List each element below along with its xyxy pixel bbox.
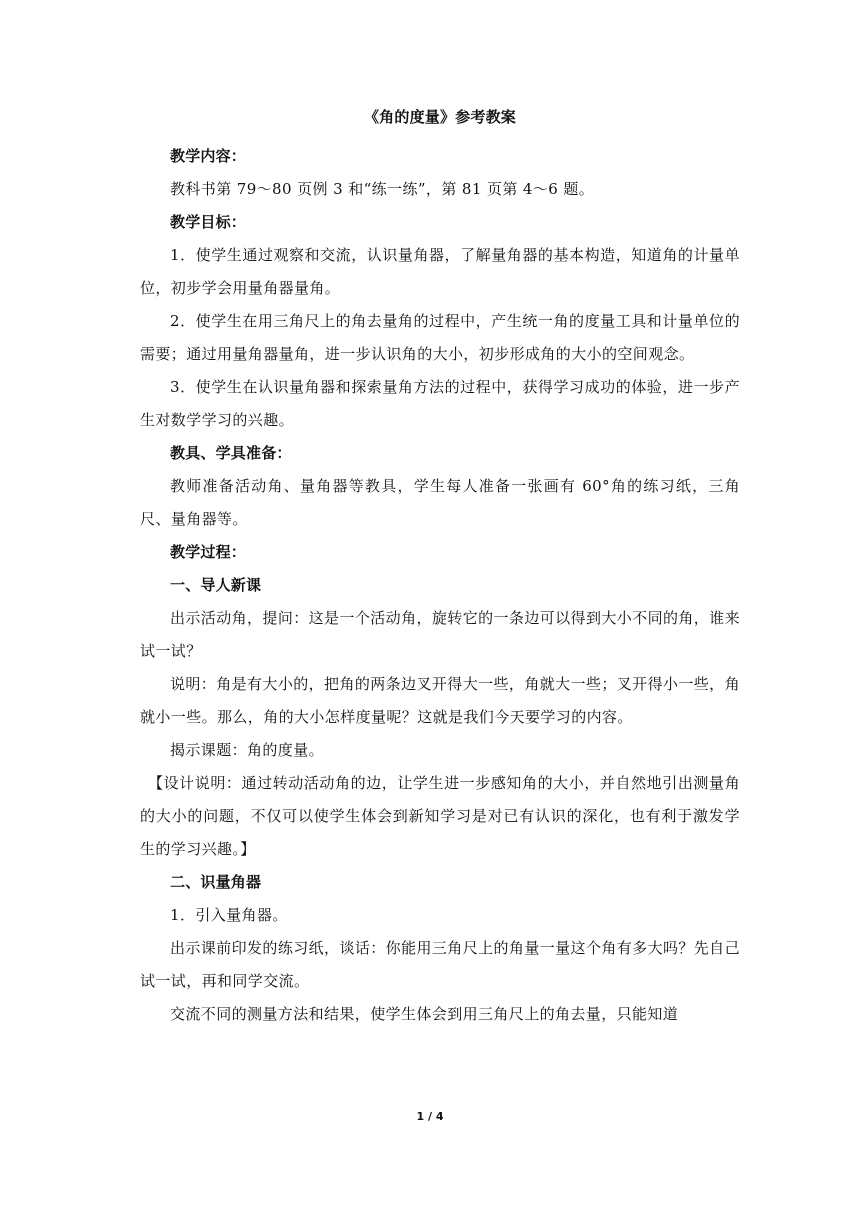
paragraph-topic-reveal: 揭示课题：角的度量。 [170, 741, 325, 759]
document-body [140, 107, 740, 1031]
paragraph-show-angle: 出示活动角，提问：这是一个活动角，旋转它的一条边可以得到大小不同的角，谁来试一试？ [140, 609, 740, 660]
section-heading-teaching-goals: 教学目标： [170, 213, 247, 231]
section-heading-teaching-content: 教学内容： [170, 147, 247, 165]
paragraph-materials: 教师准备活动角、量角器等教具，学生每人准备一张画有 60°角的练习纸，三角尺、量角器等。 [140, 477, 740, 528]
paragraph-goal-1: 1．使学生通过观察和交流，认识量角器，了解量角器的基本构造，知道角的计量单位，初步学会用量角器量角。 [140, 246, 740, 297]
paragraph-introduce-protractor: 1．引入量角器。 [170, 906, 288, 924]
paragraph-goal-3: 3．使学生在认识量角器和探索量角方法的过程中，获得学习成功的体验，进一步产生对数学学习的兴趣。 [140, 378, 740, 429]
design-note: 【设计说明：通过转动活动角的边，让学生进一步感知角的大小，并自然地引出测量角的大小的问题，不仅可以使学生体会到新知学习是对已有认识的深化，也有利于激发学生的学习兴趣。】 [140, 774, 740, 858]
page-number: 1 / 4 [416, 1110, 444, 1123]
paragraph-goal-2: 2．使学生在用三角尺上的角去量角的过程中，产生统一角的度量工具和计量单位的需要；通过用量角器量角，进一步认识角的大小，初步形成角的大小的空间观念。 [140, 312, 740, 363]
paragraph-teaching-content: 教科书第 79～80 页例 3 和“练一练”，第 81 页第 4～6 题。 [170, 180, 595, 198]
section-heading-process: 教学过程： [170, 543, 247, 561]
paragraph-discussion: 交流不同的测量方法和结果，使学生体会到用三角尺上的角去量，只能知道 [170, 1005, 679, 1023]
subheading-introduction: 一、导人新课 [170, 576, 262, 594]
paragraph-worksheet: 出示课前印发的练习纸，谈话：你能用三角尺上的角量一量这个角有多大吗？先自己试一试，再和同学交流。 [140, 939, 740, 990]
section-heading-materials: 教具、学具准备： [170, 444, 292, 462]
paragraph-explanation: 说明：角是有大小的，把角的两条边叉开得大一些，角就大一些；叉开得小一些，角就小一些。那么，角的大小怎样度量呢？这就是我们今天要学习的内容。 [140, 675, 740, 726]
document-title: 《角的度量》参考教案 [363, 108, 516, 126]
subheading-protractor: 二、识量角器 [170, 873, 262, 891]
